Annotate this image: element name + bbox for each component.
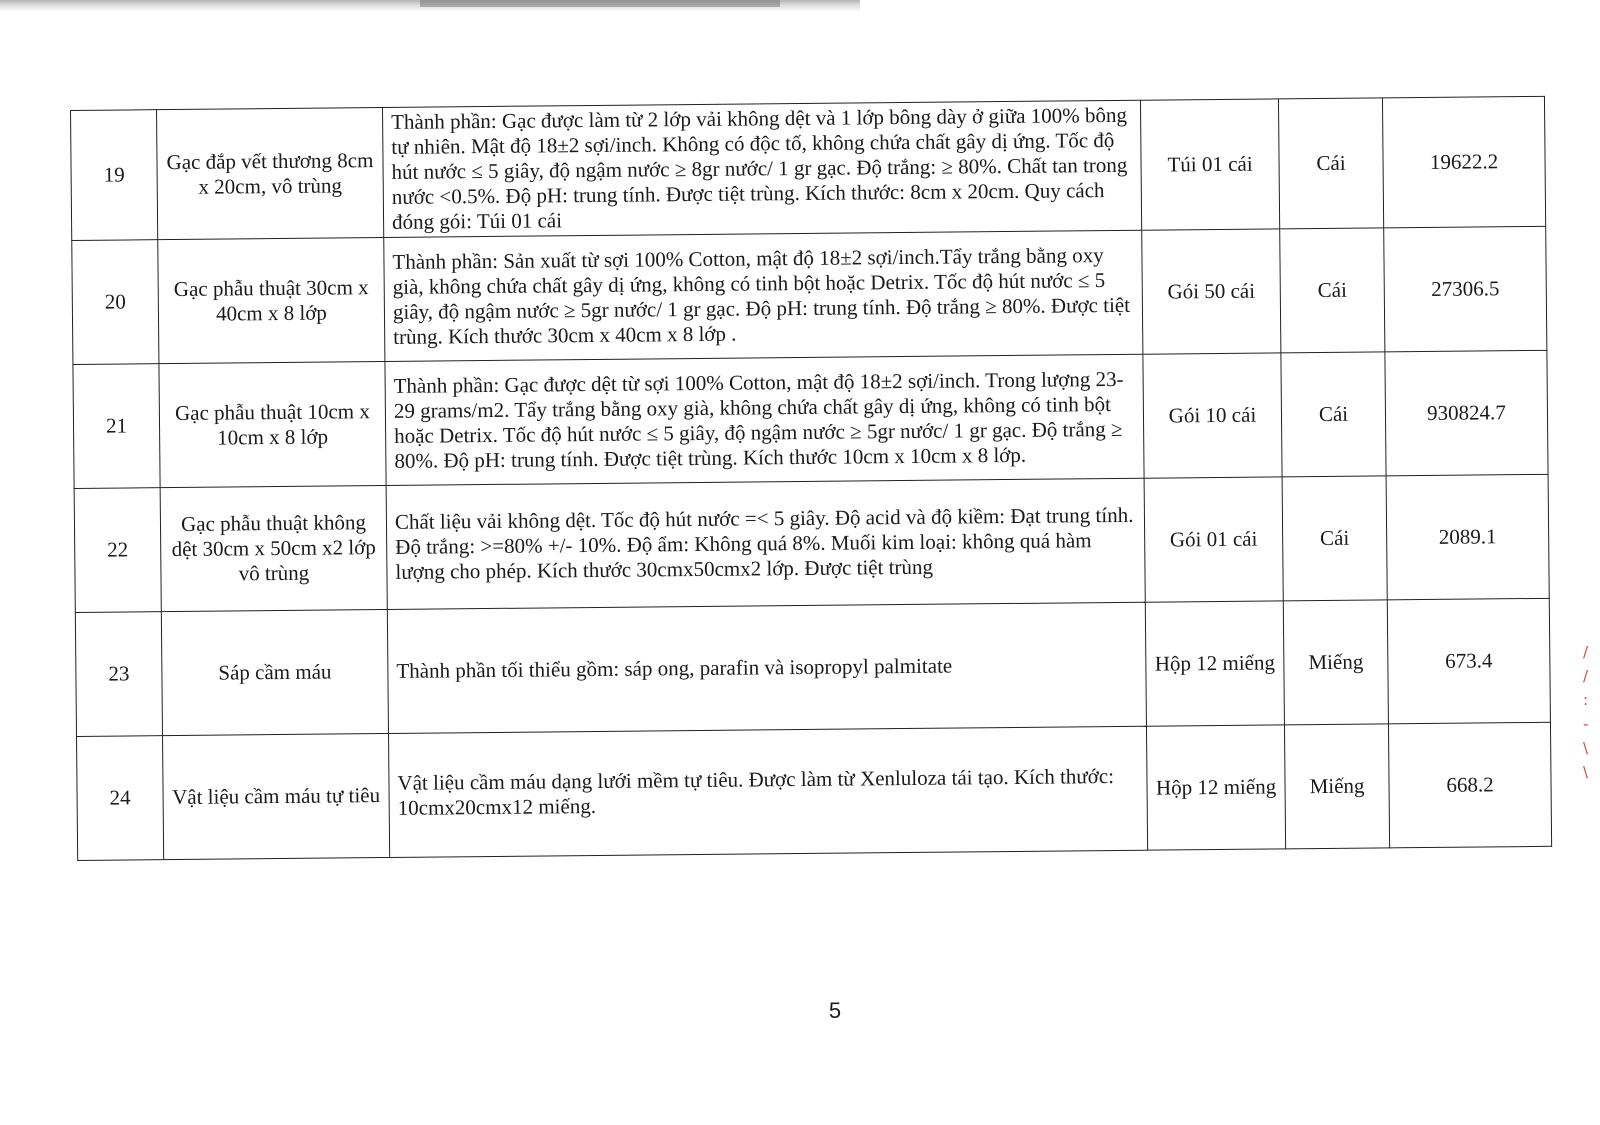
packaging: Gói 50 cái bbox=[1142, 229, 1281, 354]
product-description: Thành phần: Gạc được dệt từ sợi 100% Cotton, mật độ 18±2 sợi/inch. Trong lượng 23- 29 grams/m2. Tẩy trắng bằng oxy già, không chứa chất gây dị ứng, không có tinh bột hoặc Detrix. Tốc độ hút nước ≤ 5 giây, độ ngậm nước ≥ 5gr nước/ 1 gr gạc. Độ trắng ≥ 80%. Độ pH: trung tính. Được tiệt trùng. Kích thước 10cm x 10cm x 8 lớp. bbox=[385, 354, 1144, 485]
packaging: Gói 10 cái bbox=[1143, 353, 1282, 478]
price: 27306.5 bbox=[1384, 226, 1547, 352]
packaging: Túi 01 cái bbox=[1140, 99, 1279, 230]
product-name: Gạc phẫu thuật 30cm x 40cm x 8 lớp bbox=[158, 237, 385, 363]
product-description: Vật liệu cầm máu dạng lưới mềm tự tiêu. Được làm từ Xenluloza tái tạo. Kích thước: 10cmx20cmx12 miếng. bbox=[388, 726, 1147, 857]
product-description: Thành phần: Gạc được làm từ 2 lớp vải không dệt và 1 lớp bông dày ở giữa 100% bông tự nhiên. Mật độ 18±2 sợi/inch. Không có độc tố, không chứa chất gây dị ứng. Tốc độ hút nước ≤ 5 giây, độ ngậm nước ≥ 8gr nước/ 1 gr gạc. Độ trắng: ≥ 80%. Chất tan trong nước <0.5%. Độ pH: trung tính. Được tiệt trùng. Kích thước: 8cm x 20cm. Quy cách đóng gói: Túi 01 cái bbox=[382, 100, 1141, 237]
unit: Cái bbox=[1278, 98, 1383, 229]
row-number: 19 bbox=[71, 110, 158, 241]
product-name: Sáp cầm máu bbox=[161, 609, 388, 735]
price: 668.2 bbox=[1388, 722, 1551, 848]
row-number: 23 bbox=[75, 612, 162, 737]
scan-edge-artifact-dark bbox=[420, 0, 780, 7]
product-spec-table bbox=[70, 96, 1552, 861]
row-number: 21 bbox=[73, 364, 160, 489]
packaging: Gói 01 cái bbox=[1144, 477, 1283, 602]
price: 930824.7 bbox=[1385, 350, 1548, 476]
product-description: Chất liệu vải không dệt. Tốc độ hút nước =< 5 giây. Độ acid và độ kiềm: Đạt trung tính. Độ trắng: >=80% +/- 10%. Độ ẩm: Không quá 8%. Muối kim loại: không quá hàm lượng cho phép. Kích thước 30cmx50cmx2 lớp. Được tiệt trùng bbox=[386, 478, 1145, 609]
row-number: 20 bbox=[72, 240, 159, 365]
margin-ink-marks: / / : - \ \ bbox=[1583, 643, 1589, 781]
unit: Cái bbox=[1281, 352, 1386, 477]
page-number: 5 bbox=[828, 998, 842, 1023]
unit: Cái bbox=[1282, 476, 1387, 601]
table-row bbox=[74, 474, 1549, 612]
packaging: Hộp 12 miếng bbox=[1146, 725, 1285, 850]
product-name: Gạc phẫu thuật 10cm x 10cm x 8 lớp bbox=[159, 361, 386, 487]
unit: Cái bbox=[1280, 228, 1385, 353]
table-row bbox=[77, 722, 1552, 860]
row-number: 24 bbox=[77, 736, 164, 861]
table-row bbox=[71, 96, 1546, 240]
table-row bbox=[75, 598, 1550, 736]
product-name: Gạc phẫu thuật không dệt 30cm x 50cm x2 lớp vô trùng bbox=[160, 485, 387, 611]
packaging: Hộp 12 miếng bbox=[1145, 601, 1284, 726]
unit: Miếng bbox=[1284, 724, 1389, 849]
price: 2089.1 bbox=[1386, 474, 1549, 600]
price: 673.4 bbox=[1387, 598, 1550, 724]
unit: Miếng bbox=[1283, 600, 1388, 725]
row-number: 22 bbox=[74, 488, 161, 613]
table-row bbox=[72, 226, 1547, 364]
product-name: Vật liệu cầm máu tự tiêu bbox=[163, 733, 390, 859]
product-description: Thành phần tối thiểu gồm: sáp ong, parafin và isopropyl palmitate bbox=[387, 602, 1146, 733]
table-row bbox=[73, 350, 1548, 488]
product-description: Thành phần: Sản xuất từ sợi 100% Cotton, mật độ 18±2 sợi/inch.Tẩy trắng bằng oxy già, không chứa chất gây dị ứng, không có tinh bột hoặc Detrix. Tốc độ hút nước ≤ 5 giây, độ ngậm nước ≥ 5gr nước/ 1 gr gạc. Độ pH: trung tính. Độ trắng ≥ 80%. Được tiệt trùng. Kích thước 30cm x 40cm x 8 lớp . bbox=[384, 230, 1143, 361]
product-name: Gạc đắp vết thương 8cm x 20cm, vô trùng bbox=[157, 108, 384, 240]
price: 19622.2 bbox=[1382, 96, 1545, 228]
